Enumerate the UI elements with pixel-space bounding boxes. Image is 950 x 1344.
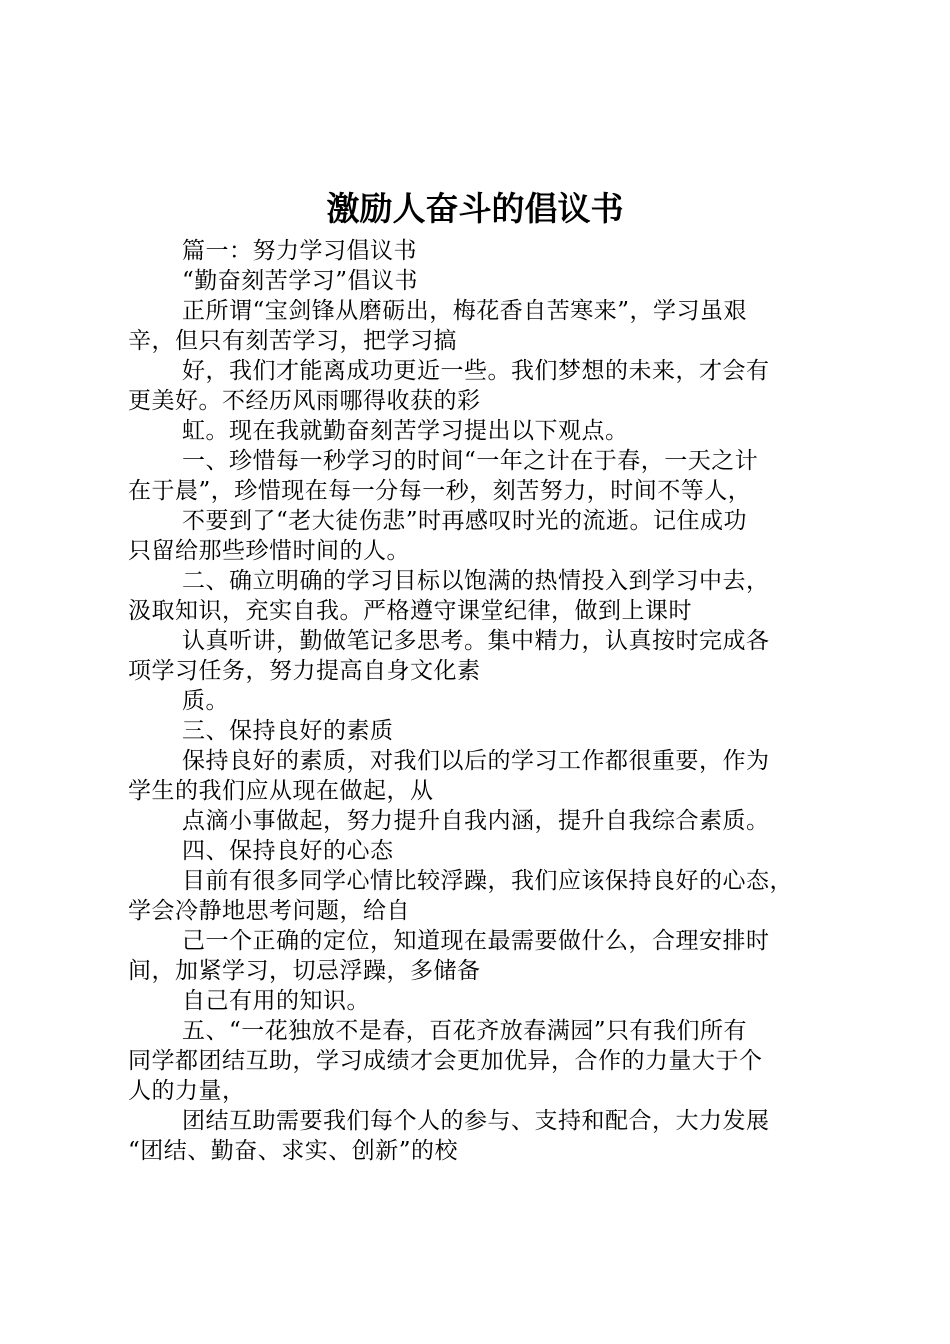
paragraph-line: 篇一：努力学习倡议书 <box>182 238 417 264</box>
paragraph-line: 一、珍惜每一秒学习的时间“一年之计在于春，一天之计 <box>182 448 759 474</box>
paragraph-line: 好，我们才能离成功更近一些。我们梦想的未来，才会有 <box>182 358 770 384</box>
paragraph-line: 自己有用的知识。 <box>182 988 370 1014</box>
paragraph-line: 更美好。不经历风雨哪得收获的彩 <box>128 388 481 414</box>
paragraph-line: 四、保持良好的心态 <box>182 838 394 864</box>
paragraph-line: 目前有很多同学心情比较浮躁，我们应该保持良好的心态， <box>182 868 793 894</box>
paragraph-line: 五、“一花独放不是春，百花齐放春满园”只有我们所有 <box>182 1018 748 1044</box>
paragraph-line: “团结、勤奋、求实、创新”的校 <box>128 1138 459 1164</box>
paragraph-line: 点滴小事做起，努力提升自我内涵，提升自我综合素质。 <box>182 808 770 834</box>
paragraph-line: 正所谓“宝剑锋从磨砺出，梅花香自苦寒来”，学习虽艰 <box>182 298 748 324</box>
document-title: 激励人奋斗的倡议书 <box>326 189 624 228</box>
paragraph-line: 学生的我们应从现在做起，从 <box>128 778 434 804</box>
paragraph-line: 保持良好的素质，对我们以后的学习工作都很重要，作为 <box>182 748 770 774</box>
paragraph-line: 只留给那些珍惜时间的人。 <box>128 538 410 564</box>
paragraph-line: 己一个正确的定位，知道现在最需要做什么，合理安排时 <box>182 928 770 954</box>
paragraph-line: 汲取知识，充实自我。严格遵守课堂纪律，做到上课时 <box>128 598 692 624</box>
paragraph-line: 虹。现在我就勤奋刻苦学习提出以下观点。 <box>182 418 629 444</box>
paragraph-line: 项学习任务，努力提高自身文化素 <box>128 658 481 684</box>
paragraph-line: 同学都团结互助，学习成绩才会更加优异，合作的力量大于个 <box>128 1048 763 1074</box>
paragraph-line: 不要到了“老大徒伤悲”时再感叹时光的流逝。记住成功 <box>182 508 748 534</box>
document-body <box>128 236 838 1166</box>
paragraph-line: 二、确立明确的学习目标以饱满的热情投入到学习中去， <box>182 568 770 594</box>
paragraph-line: 人的力量， <box>128 1078 246 1104</box>
paragraph-line: 辛，但只有刻苦学习，把学习搞 <box>128 328 457 354</box>
paragraph-line: 质。 <box>182 688 229 714</box>
paragraph-line: 认真听讲，勤做笔记多思考。集中精力，认真按时完成各 <box>182 628 770 654</box>
paragraph-line: 在于晨”，珍惜现在每一分每一秒，刻苦努力，时间不等人， <box>128 478 752 504</box>
paragraph-line: 间，加紧学习，切忌浮躁，多储备 <box>128 958 481 984</box>
paragraph-line: 三、保持良好的素质 <box>182 718 394 744</box>
paragraph-line: 学会冷静地思考问题，给自 <box>128 898 410 924</box>
paragraph-line: “勤奋刻苦学习”倡议书 <box>182 268 419 294</box>
paragraph-line: 团结互助需要我们每个人的参与、支持和配合，大力发展 <box>182 1108 770 1134</box>
